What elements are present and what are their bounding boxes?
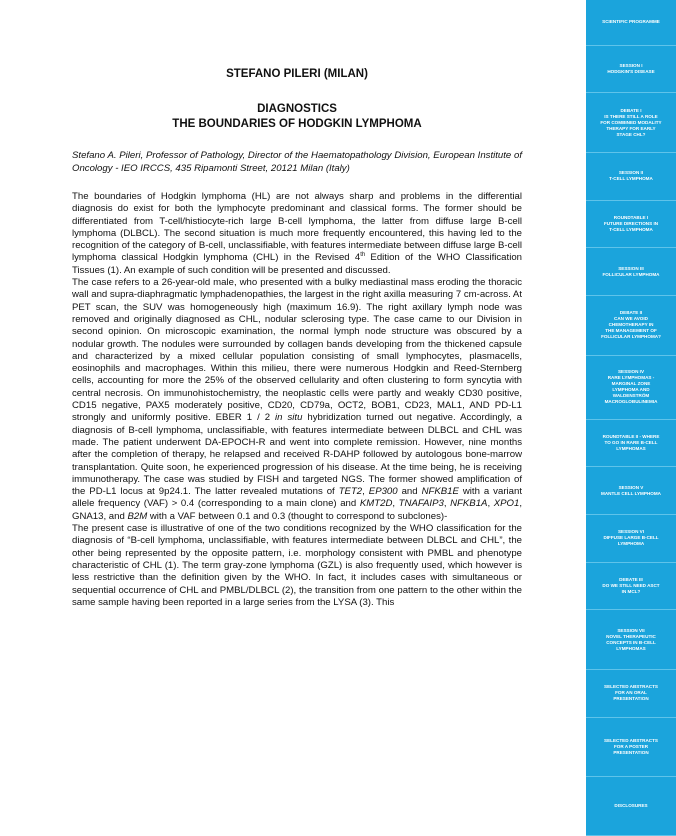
gene-name: NFKB1A: [450, 498, 488, 510]
sidebar-item-line: LYMPHOMAS: [616, 446, 646, 452]
sidebar-item-line: SESSION I: [619, 63, 643, 69]
sidebar-item-line: FOLLICULAR LYMPHOMA: [602, 271, 660, 277]
sidebar-item-line: MACROGLOBULINEMIA: [604, 399, 658, 405]
gene-name: TET2: [338, 486, 363, 498]
sidebar-item-line: DEBATE I: [620, 107, 642, 113]
text-run: Edition of the WHO Classification Tissues (1). An example of such condition will be presented and discussed.: [72, 252, 522, 276]
gene-name: XPO1: [493, 498, 520, 510]
sidebar-item-line: SELECTED ABSTRACTS: [604, 737, 658, 743]
sidebar-item-line: FOLLICULAR LYMPHOMA?: [601, 334, 661, 340]
author-affiliation: Stefano A. Pileri, Professor of Pathology, Director of the Haematopathology Division, European Institute of Oncology - IEO IRCCS, 435 Ripamonti Street, 20121 Milan (Italy): [72, 150, 522, 174]
sidebar-item-line: LYMPHOMAS: [616, 645, 646, 651]
sidebar-item-label: [604, 684, 658, 702]
text-run: with a variant allele frequency (VAF) > 0.4 (corresponding to a main clone) and: [72, 486, 522, 510]
text-run: The boundaries of Hodgkin lymphoma (HL) are not always sharp and problems in the differential diagnosis do exist for both the lymphocyte predominant and classical forms. The former should be differentiated from T-cell/histiocyte-rich large B-cell lymphoma, the latter from diffuse large B-cell lymphoma (DLBCL). The second situation is much more frequently encountered, this having led to the recognition of the category of B-cell, unclassifiable, with features intermediate between diffuse large B-cell lymphoma classical Hodgkin lymphoma (CHL) in the Revised 4: [72, 191, 522, 264]
sidebar-item-line: THE MANAGEMENT OF: [605, 328, 657, 334]
sidebar-item-9[interactable]: [586, 420, 676, 468]
sidebar-item-label: [604, 738, 658, 756]
sidebar-item-2[interactable]: [586, 46, 676, 94]
sidebar-item-line: STAGE CHL?: [616, 131, 646, 137]
sidebar-item-label: [605, 369, 658, 405]
sidebar-item-label: [603, 434, 660, 452]
article-title: [72, 102, 522, 132]
sidebar-item-line: FOR COMBINED MODALITY: [600, 119, 662, 125]
sidebar-item-line: LYMPHOMA: [617, 541, 645, 547]
sidebar-item-line: ROUNDTABLE I: [613, 214, 649, 220]
sidebar-item-7[interactable]: [586, 296, 676, 356]
sidebar-item-label: [602, 577, 659, 595]
sidebar-item-line: SESSION IV: [617, 369, 645, 375]
sidebar-item-line: FOR A POSTER: [613, 743, 649, 749]
text-run: , GNA13, and: [72, 498, 523, 522]
sidebar-item-line: NOVEL THERAPEUTIC: [606, 633, 656, 639]
sidebar-item-line: SESSION V: [618, 484, 644, 490]
sidebar-item-6[interactable]: [586, 248, 676, 296]
text-run: The case refers to a 26-year-old male, who presented with a bulky mediastinal mass eroding the thoracic wall and supra-diaphragmatic lymphadenopathies, the largest in the right axilla measuring 7 cm-across. At PET scan, the SUV was homogeneously high (maximum 16.9). The right axillary lymph node was removed and originally diagnosed as CHL, nodular sclerosing type. The case came to our Division in second opinion. On microscopic examination, the normal lymph node structure was obscured by a nodular growth. The nodules were surrounded by collagen bands developing from the thickened capsule and characterized by a mixed cellular population consisting of small lymphocytes, plasmacells, eosinophils and macrophages. Within this milieu, there were numerous Hodgkin and Reed-Sternberg cells, accounting for more the 25% of the observed cellularity and often clustering to form syncytia with central necrosis. On immunohistochemistry, the neoplastic cells were partly and weakly CD30 positive, CD15 negative, PAX5 moderately positive, CD20, CD79a, OCT2, BOB1, CD23, MAL1, AND PD-L1 strongly and uniformly positive. EBER 1 / 2: [72, 277, 522, 424]
sidebar-item-line: CHEMOTHERAPY IN: [608, 322, 654, 328]
sidebar-item-line: TO GO IN RARE B-CELL: [604, 440, 658, 446]
sidebar-item-line: IN MCL?: [621, 588, 641, 594]
sidebar-item-label: [601, 310, 661, 340]
text-run: with a VAF between 0.1 and 0.3 (thought to correspond to subclones)-: [147, 510, 448, 522]
sidebar-item-8[interactable]: [586, 356, 676, 420]
sidebar-item-line: DISCLOSURES: [614, 803, 648, 809]
sidebar-item-label: [600, 108, 661, 138]
sidebar-item-label: [606, 628, 656, 652]
sidebar-item-line: SELECTED ABSTRACTS: [604, 684, 658, 690]
sidebar-item-line: CONCEPTS IN B-CELL: [606, 639, 656, 645]
sidebar-item-line: HODGKIN'S DISEASE: [607, 69, 655, 75]
title-line-2: THE BOUNDARIES OF HODGKIN LYMPHOMA: [172, 118, 422, 130]
sidebar-item-line: DEBATE III: [619, 576, 643, 582]
text-run: ,: [487, 498, 494, 510]
sidebar-item-14[interactable]: [586, 670, 676, 718]
sidebar-item-label: [604, 215, 658, 233]
sidebar-item-line: DIFFUSE LARGE B-CELL: [603, 535, 659, 541]
text-run: and: [397, 486, 422, 498]
sidebar-item-line: T-CELL LYMPHOMA: [609, 226, 653, 232]
author-heading: STEFANO PILERI (MILAN): [226, 68, 368, 80]
sidebar-item-line: RARE LYMPHOMAS -: [607, 375, 655, 381]
sidebar-item-label: [603, 529, 658, 547]
gene-name: EP300: [368, 486, 398, 498]
gene-name: NFKB1E: [421, 486, 459, 498]
paragraph-case: [72, 277, 522, 523]
article: [72, 68, 522, 609]
sidebar-item-5[interactable]: [586, 201, 676, 249]
text-run: ,: [392, 498, 399, 510]
text-run: hybridization turned out negative. Accordingly, a diagnosis of B-cell lymphoma, unclassifiable, with features intermediate between DLBCL and CHL was made. The patient underwent DA-EPOCH-R and went into complete remission. However, nine months after the completion of therapy, he relapsed and received R-DAHP followed by autologous bone-marrow transplantation. Quite soon, he experienced progression of his disease. At the time being, he is receiving immunotherapy. The case was studied by FISH and targeted NGS. The former showed amplification of the PD-L1 locus at 9p24.1. The latter revealed mutations of: [72, 412, 523, 498]
sidebar-item-label: [609, 170, 653, 182]
sidebar-navigation: [586, 0, 676, 836]
sidebar-item-line: IS THERE STILL A ROLE: [604, 113, 658, 119]
sidebar-item-line: CAN WE AVOID: [614, 316, 648, 322]
sidebar-item-11[interactable]: [586, 515, 676, 563]
sidebar-item-10[interactable]: [586, 467, 676, 515]
sidebar-item-3[interactable]: [586, 93, 676, 153]
sidebar-item-label: [614, 803, 647, 809]
sidebar-item-16[interactable]: [586, 777, 676, 836]
italic-term: in situ: [275, 412, 303, 424]
sidebar-item-label: [607, 63, 654, 75]
sidebar-item-line: DEBATE II: [619, 310, 643, 316]
sidebar-item-label: [601, 485, 661, 497]
sidebar-item-line: FUTURE DIRECTIONS IN: [603, 220, 659, 226]
text-run: ,: [443, 498, 451, 510]
text-run: ,: [362, 486, 369, 498]
sidebar-item-line: MARGINAL ZONE: [611, 381, 651, 387]
sidebar-item-line: MANTLE CELL LYMPHOMA: [601, 490, 661, 496]
sidebar-item-line: DO WE STILL NEED ASCT: [602, 582, 660, 588]
paragraph-discussion: The present case is illustrative of one of the two conditions recognized by the WHO classification for the diagnosis of “B-cell lymphoma, unclassifiable, with features intermediate between DLBCL and CHL”, the other being represented by the opposite pattern, i.e. morphology consistent with PMBL and phenotype characteristic of CHL (1). The term gray-zone lymphoma (GZL) is also frequently used, which however is less restrictive than the definition given by the WHO. In fact, it includes cases with simultaneous or sequential occurrence of CHL and PMBL/DLBCL (2), the transition from one pattern to the other within the same sample having been reported in a large series from the LYSA (3). This: [72, 523, 522, 608]
sidebar-item-line: FOR AN ORAL: [615, 690, 647, 696]
sidebar-item-line: SESSION VII: [617, 627, 645, 633]
sidebar-item-1[interactable]: [586, 0, 676, 46]
sidebar-item-line: PRESENTATION: [613, 749, 649, 755]
sidebar-item-line: THERAPY FOR EARLY: [606, 125, 656, 131]
sidebar-item-line: SESSION II: [618, 170, 644, 176]
gene-name: TNAFAIP3: [398, 498, 444, 510]
sidebar-item-4[interactable]: [586, 153, 676, 201]
sidebar-item-13[interactable]: [586, 610, 676, 670]
sidebar-item-line: SESSION VI: [617, 529, 645, 535]
gene-name: KMT2D: [359, 498, 393, 510]
title-line-1: DIAGNOSTICS: [257, 103, 337, 115]
gene-name: B2M: [127, 510, 148, 522]
sidebar-item-line: WALDENSTRÖM: [612, 393, 650, 399]
sidebar-item-label: [602, 19, 660, 25]
paragraph-intro: [72, 191, 522, 277]
sidebar-item-12[interactable]: [586, 563, 676, 611]
sidebar-item-label: [603, 266, 660, 278]
sidebar-item-line: SCIENTIFIC PROGRAMME: [602, 19, 660, 25]
sidebar-item-line: LYMPHOMA AND: [612, 387, 650, 393]
sidebar-item-line: SESSION III: [618, 265, 644, 271]
sidebar-item-line: T-CELL LYMPHOMA: [609, 176, 653, 182]
sidebar-item-line: PRESENTATION: [613, 696, 649, 702]
superscript: th: [360, 252, 366, 259]
sidebar-item-15[interactable]: [586, 718, 676, 778]
sidebar-item-line: ROUNDTABLE II - WHERE: [602, 434, 660, 440]
